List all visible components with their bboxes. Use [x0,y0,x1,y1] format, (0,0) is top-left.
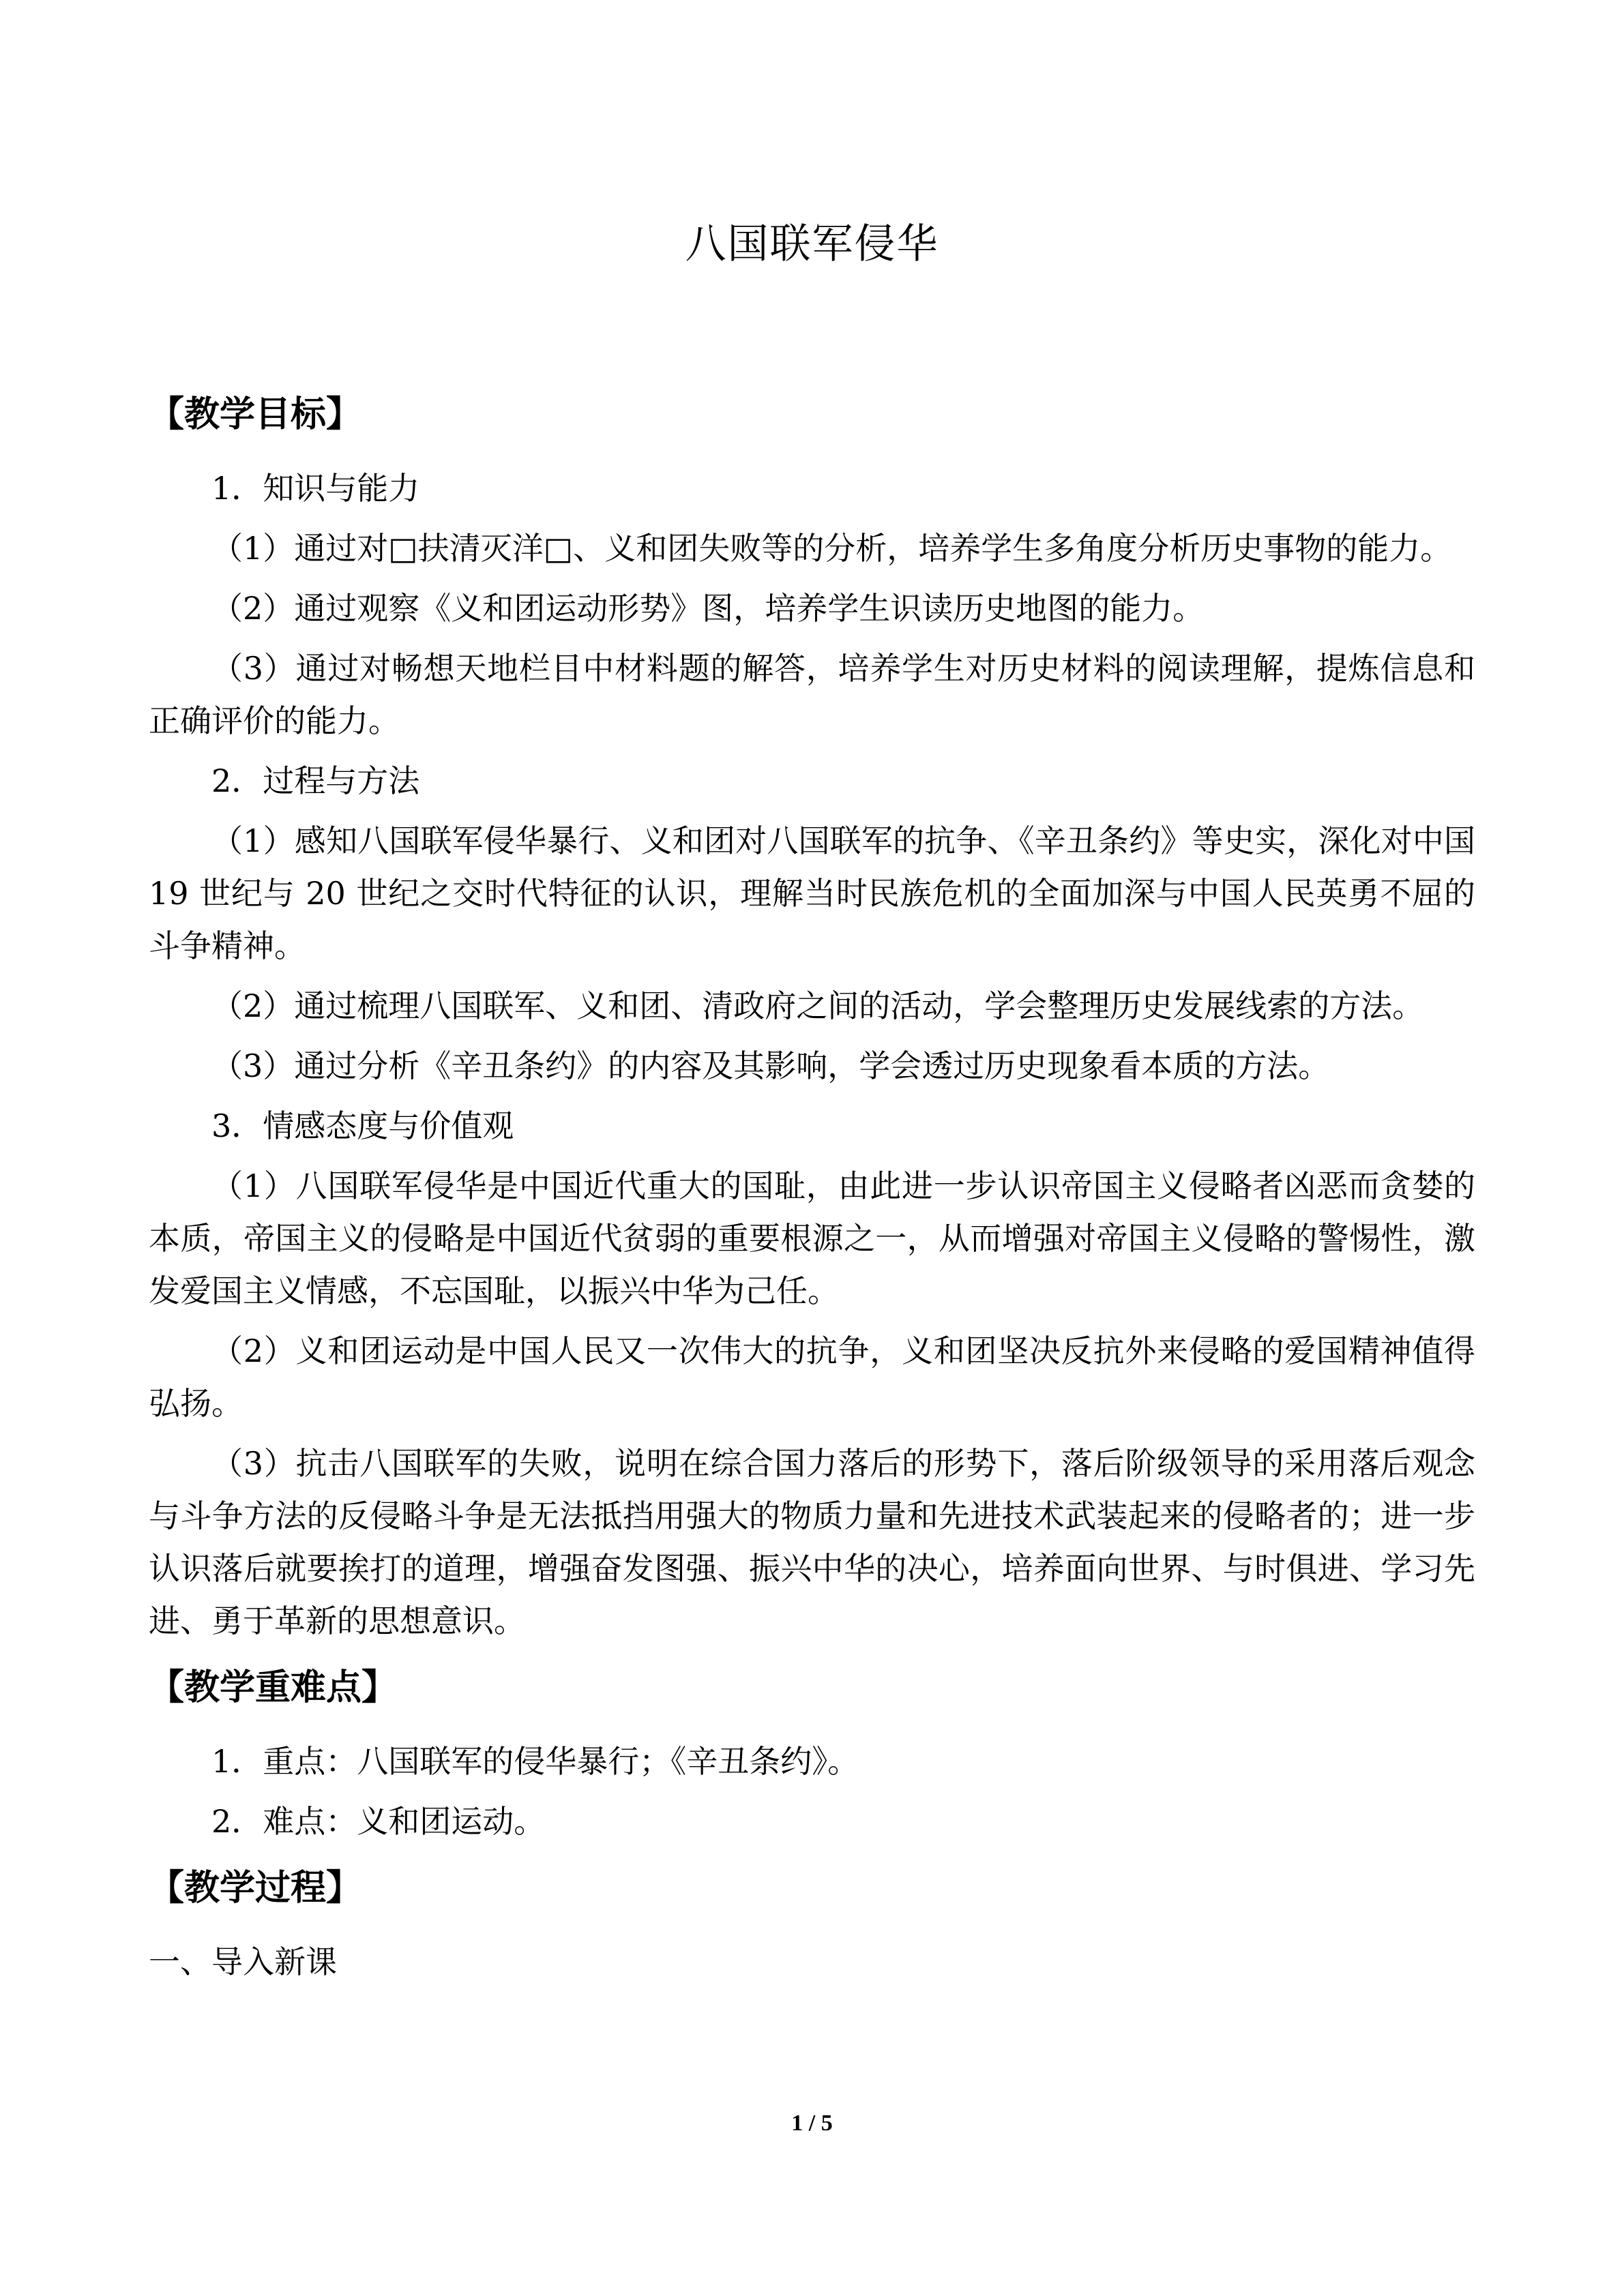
objective-paragraph: （2）义和团运动是中国人民又一次伟大的抗争，义和团坚决反抗外来侵略的爱国精神值得弘扬。 [149,1332,1475,1422]
objective-paragraph: （1）通过对□扶清灭洋□、义和团失败等的分析，培养学生多角度分析历史事物的能力。 [211,530,1452,567]
objective-paragraph: （2）通过观察《义和团运动形势》图，培养学生识读历史地图的能力。 [211,590,1205,627]
objective-paragraph: （3）通过分析《辛丑条约》的内容及其影响，学会透过历史现象看本质的方法。 [211,1047,1330,1084]
section-heading-key-points: 【教学重难点】 [149,1667,398,1708]
key-point-item: 1．重点：八国联军的侵华暴行；《辛丑条约》。 [211,1743,859,1780]
objective-paragraph: （2）通过梳理八国联军、义和团、清政府之间的活动，学会整理历史发展线索的方法。 [211,987,1424,1024]
page-number: 1 / 5 [791,2111,833,2136]
objective-paragraph: （1）八国联军侵华是中国近代重大的国耻，由此进一步认识帝国主义侵略者凶恶而贪婪的本质，帝国主义的侵略是中国近代贫弱的重要根源之一，从而增强对帝国主义侵略的警惕性，激发爱国主义情感，不忘国耻，以振兴中华为己任。 [149,1167,1475,1309]
objective-subheading-knowledge: 1．知识与能力 [211,470,420,507]
objective-subheading-process: 2．过程与方法 [211,762,420,799]
section-heading-process: 【教学过程】 [149,1868,362,1909]
objective-paragraph: （3）抗击八国联军的失败，说明在综合国力落后的形势下，落后阶级领导的采用落后观念与斗争方法的反侵略斗争是无法抵挡用强大的物质力量和先进技术武装起来的侵略者的；进一步认识落后就要挨打的道理，增强奋发图强、振兴中华的决心，培养面向世界、与时俱进、学习先进、勇于革新的思想意识。 [149,1445,1475,1639]
objective-paragraph: （3）通过对畅想天地栏目中材料题的解答，培养学生对历史材料的阅读理解，提炼信息和正确评价的能力。 [149,650,1475,739]
key-point-item: 2．难点：义和团运动。 [211,1803,546,1840]
objective-paragraph: （1）感知八国联军侵华暴行、义和团对八国联军的抗争、《辛丑条约》等史实，深化对中国 19 世纪与 20 世纪之交时代特征的认识，理解当时民族危机的全面加深与中国人民英勇不屈的斗争精神。 [149,822,1475,964]
section-heading-objectives: 【教学目标】 [149,394,362,435]
document-title: 八国联军侵华 [685,220,939,268]
document-body [149,382,1475,1996]
objective-subheading-values: 3．情感态度与价值观 [211,1107,514,1144]
process-step: 一、导入新课 [149,1943,337,1980]
